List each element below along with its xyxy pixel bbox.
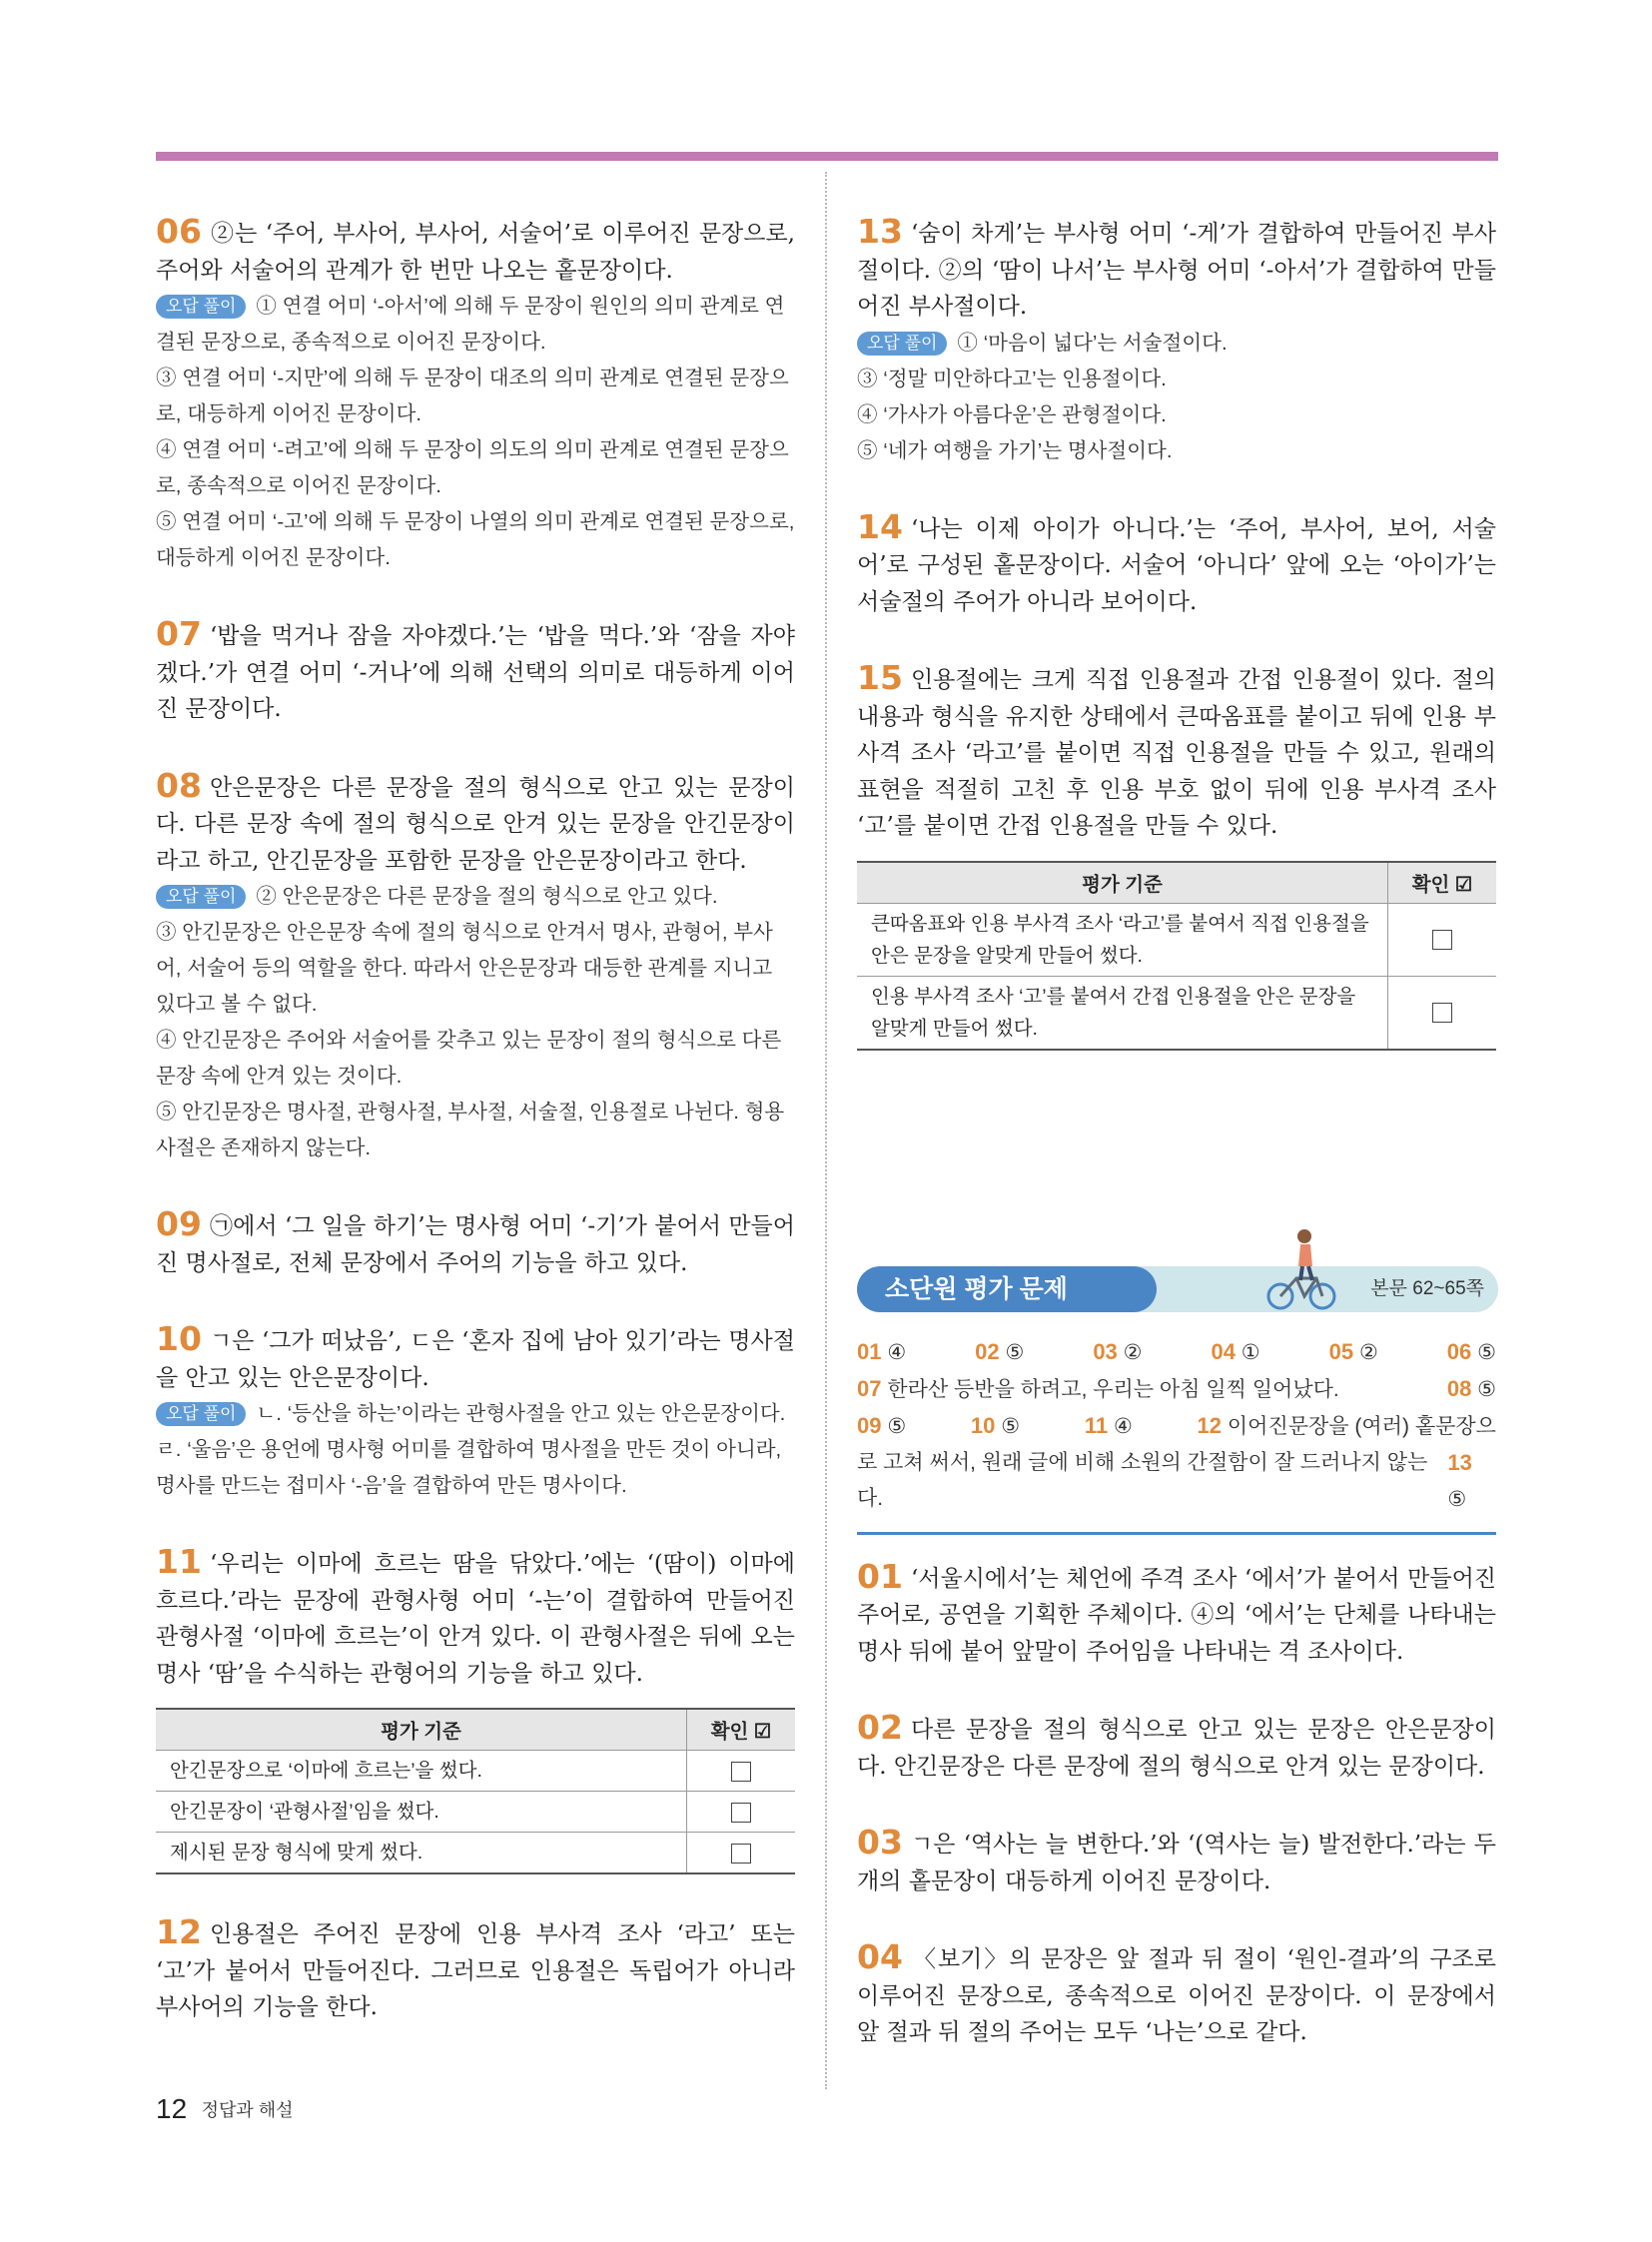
table-row (857, 976, 1496, 1050)
column-divider (825, 172, 827, 2089)
question-number: 07 (156, 614, 202, 653)
answer-item: 10 ⑤ (970, 1412, 1021, 1438)
answer-07 (156, 616, 795, 728)
answer-item: 03 ② (1093, 1338, 1143, 1364)
question-number: 04 (857, 1937, 903, 1976)
explanation-text: 인용절에는 크게 직접 인용절과 간접 인용절이 있다. 절의 내용과 형식을 유지한 상태에서 큰따옴표를 붙이고 뒤에 인용 부사격 조사 ‘라고’를 붙이면 직접 인용절을 만들 수 있고, 원래의 표현을 적절히 고친 후 인용 부호 없이 뒤에 인용 부사격 조사 ‘고’를 붙이면 간접 인용절을 만들 수 있다. (857, 667, 1496, 839)
answer-key (857, 1334, 1496, 1518)
answer-09 (156, 1206, 795, 1281)
answer-key-divider (857, 1532, 1496, 1535)
table-row (857, 903, 1496, 976)
answer-item: 07 한라산 등반을 하려고, 우리는 아침 일찍 일어났다. (857, 1375, 1339, 1401)
explanation-text: ‘나는 이제 아이가 아니다.’는 ‘주어, 부사어, 보어, 서술어’로 구성된 홑문장이다. 서술어 ‘아니다’ 앞에 오는 ‘아이가’는 서술절의 주어가 아니라 보어이다. (857, 515, 1496, 615)
question-number: 01 (857, 1556, 903, 1596)
sub-line: ② 안은문장은 다른 문장을 절의 형식으로 안고 있다. (256, 885, 718, 908)
criteria-cell: 안긴문장이 ‘관형사절’임을 썼다. (156, 1792, 687, 1833)
criteria-cell: 제시된 문장 형식에 맞게 썼다. (156, 1833, 687, 1874)
answer-item: 08 ⑤ (1446, 1375, 1496, 1401)
sub-line: ④ ‘가사가 아름다운’은 관형절이다. (857, 402, 1167, 426)
answer-row (857, 1371, 1496, 1408)
criteria-header: 평가 기준 (156, 1709, 687, 1751)
explanation-text: ‘서울시에서’는 체언에 주격 조사 ‘에서’가 붙어서 만들어진 주어로, 공연을 기획한 주체이다. ④의 ‘에서’는 단체를 나타내는 명사 뒤에 붙어 앞말이 주어임을 나타내는 격 조사이다. (857, 1565, 1496, 1665)
explanation-text: ㄱ은 ‘역사는 늘 변한다.’와 ‘(역사는 늘) 발전한다.’라는 두 개의 홑문장이 대등하게 이어진 문장이다. (857, 1832, 1496, 1894)
sub-line: ④ 안긴문장은 주어와 서술어를 갖추고 있는 문장이 절의 형식으로 다른 문장 속에 안겨 있는 것이다. (156, 1029, 782, 1088)
answer-08 (156, 765, 795, 1167)
check-header: 확인 ☑ (1388, 862, 1497, 904)
answer-12 (156, 1914, 795, 2026)
question-number: 12 (156, 1912, 202, 1951)
answer-11 (156, 1544, 795, 1874)
unit-answer-01 (857, 1556, 1496, 1671)
explanation-text: ㄱ은 ‘그가 떠났음’, ㄷ은 ‘혼자 집에 남아 있기’라는 명사절을 안고 있는 안은문장이다. (156, 1328, 795, 1391)
page-range: 본문 62~65쪽 (1370, 1277, 1484, 1299)
criteria-cell: 큰따옴표와 인용 부사격 조사 ‘라고’를 붙여서 직접 인용절을 안은 문장을 알맞게 만들어 썼다. (857, 903, 1388, 976)
answer-item: 05 ② (1328, 1338, 1378, 1364)
wrong-answer-badge: 오답 풀이 (156, 1402, 246, 1426)
checkbox[interactable] (1432, 1003, 1452, 1023)
question-number: 11 (156, 1542, 202, 1581)
sub-line: ㄴ. ‘등산을 하는’이라는 관형사절을 안고 있는 안은문장이다. ㄹ. ‘울음’은 용언에 명사형 어미를 결합하여 명사절을 만든 것이 아니라, 명사를 만드는 접미사 ‘-음’을 결합하여 만든 명사이다. (156, 1402, 786, 1497)
explanation-text: 〈보기〉의 문장은 앞 절과 뒤 절이 ‘원인-결과’의 구조로 이루어진 문장으로, 종속적으로 이어진 문장이다. 이 문장에서 앞 절과 뒤 절의 주어는 모두 ‘나는’으로 같다. (857, 1946, 1496, 2045)
unit-test-banner (857, 1260, 1496, 1316)
sub-line: ③ 연결 어미 ‘-지만’에 의해 두 문장이 대조의 의미 관계로 연결된 문장으로, 대등하게 이어진 문장이다. (156, 367, 789, 425)
explanation-text: ‘숨이 차게’는 부사형 어미 ‘-게’가 결합하여 만들어진 부사절이다. ②의 ‘땀이 나서’는 부사형 어미 ‘-아서’가 결합하여 만들어진 부사절이다. (857, 221, 1496, 320)
sub-line: ⑤ 연결 어미 ‘-고’에 의해 두 문장이 나열의 의미 관계로 연결된 문장으로, 대등하게 이어진 문장이다. (156, 510, 795, 569)
criteria-cell: 인용 부사격 조사 ‘고’를 붙여서 간접 인용절을 안은 문장을 알맞게 만들어 썼다. (857, 976, 1388, 1050)
left-column (156, 214, 795, 2066)
evaluation-table (156, 1708, 795, 1874)
question-number: 09 (156, 1204, 202, 1243)
answer-10 (156, 1321, 795, 1504)
answer-06 (156, 214, 795, 576)
sub-line: ③ ‘정말 미안하다고’는 인용절이다. (857, 367, 1167, 390)
question-number: 13 (857, 212, 903, 251)
answer-item: 11 ④ (1084, 1412, 1133, 1438)
explanation-text: ②는 ‘주어, 부사어, 부사어, 서술어’로 이루어진 문장으로, 주어와 서술어의 관계가 한 번만 나오는 홑문장이다. (156, 221, 795, 284)
right-column (857, 214, 1496, 2091)
sub-line: ④ 연결 어미 ‘-려고’에 의해 두 문장이 의도의 의미 관계로 연결된 문장으로, 종속적으로 이어진 문장이다. (156, 438, 789, 497)
table-row (156, 1833, 795, 1874)
explanation-text: ㉠에서 ‘그 일을 하기’는 명사형 어미 ‘-기’가 붙어서 만들어진 명사절로, 전체 문장에서 주어의 기능을 하고 있다. (156, 1213, 795, 1276)
unit-answer-04 (857, 1939, 1496, 2051)
answer-row (857, 1408, 1496, 1445)
table-row (156, 1792, 795, 1833)
answer-item: 12 이어진문장을 (여러) 홑문장으 (1197, 1412, 1496, 1438)
checkbox[interactable] (1432, 930, 1452, 950)
explanation-text: ‘우리는 이마에 흐르는 땀을 닦았다.’에는 ‘(땀이) 이마에 흐르다.’라는 문장에 관형사형 어미 ‘-는’이 결합하여 만들어진 관형사절 ‘이마에 흐르는’이 안겨 있다. 이 관형사절은 뒤에 오는 명사 ‘땀’을 수식하는 관형어의 기능을 하고 있다. (156, 1551, 795, 1687)
answer-row (857, 1445, 1496, 1518)
answer-item: 로 고쳐 써서, 원래 글에 비해 소원의 간절함이 잘 드러나지 않는다. (857, 1450, 1428, 1510)
explanation-text: 안은문장은 다른 문장을 절의 형식으로 안고 있는 문장이다. 다른 문장 속에 절의 형식으로 안겨 있는 문장을 안긴문장이라고 하고, 안긴문장을 포함한 문장을 안은문장이라고 한다. (156, 774, 795, 874)
sub-line: ① ‘마음이 넓다’는 서술절이다. (957, 331, 1228, 355)
checkbox[interactable] (731, 1762, 751, 1782)
answer-item: 06 ⑤ (1446, 1338, 1496, 1364)
page-number: 12 (156, 2093, 188, 2124)
checkbox[interactable] (731, 1844, 751, 1864)
check-header: 확인 ☑ (687, 1709, 796, 1751)
sub-line: ⑤ ‘네가 여행을 가기’는 명사절이다. (857, 438, 1173, 462)
question-number: 06 (156, 212, 202, 251)
evaluation-table (857, 861, 1496, 1051)
sub-line: ③ 안긴문장은 안은문장 속에 절의 형식으로 안겨서 명사, 관형어, 부사어, 서술어 등의 역할을 한다. 따라서 안은문장과 대등한 관계를 지니고 있다고 볼 수 없다. (156, 921, 773, 1016)
criteria-cell: 안긴문장으로 ‘이마에 흐르는’을 썼다. (156, 1751, 687, 1792)
answer-item: 02 ⑤ (975, 1338, 1025, 1364)
explanation-text: 인용절은 주어진 문장에 인용 부사격 조사 ‘라고’ 또는 ‘고’가 붙어서 만들어진다. 그러므로 인용절은 독립어가 아니라 부사어의 기능을 한다. (156, 1921, 795, 2020)
sub-line: ⑤ 안긴문장은 명사절, 관형사절, 부사절, 서술절, 인용절로 나뉜다. 형용사절은 존재하지 않는다. (156, 1101, 785, 1159)
checkbox[interactable] (731, 1803, 751, 1823)
page-footer (156, 2093, 294, 2125)
question-number: 10 (156, 1319, 202, 1358)
wrong-answer-badge: 오답 풀이 (156, 295, 246, 319)
top-accent-bar (156, 152, 1498, 161)
unit-answer-03 (857, 1825, 1496, 1899)
answer-13 (857, 214, 1496, 469)
answer-item: 13 ⑤ (1447, 1449, 1472, 1511)
table-row (156, 1751, 795, 1792)
unit-test-title: 소단원 평가 문제 (857, 1266, 1157, 1312)
question-number: 15 (857, 658, 903, 697)
answer-14 (857, 506, 1496, 621)
sub-line: ① 연결 어미 ‘-아서’에 의해 두 문장이 원인의 의미 관계로 연결된 문장으로, 종속적으로 이어진 문장이다. (156, 295, 785, 354)
explanation-text: ‘밥을 먹거나 잠을 자야겠다.’는 ‘밥을 먹다.’와 ‘잠을 자야겠다.’가 연결 어미 ‘-거나’에 의해 선택의 의미로 대등하게 이어진 문장이다. (156, 623, 795, 722)
answer-item: 04 ① (1211, 1338, 1260, 1364)
question-number: 02 (857, 1708, 903, 1747)
unit-answer-02 (857, 1710, 1496, 1785)
answer-item: 01 ④ (857, 1338, 907, 1364)
question-number: 03 (857, 1823, 903, 1862)
footer-label: 정답과 해설 (201, 2100, 294, 2120)
criteria-header: 평가 기준 (857, 862, 1388, 904)
answer-row (857, 1334, 1496, 1371)
question-number: 14 (857, 506, 903, 546)
wrong-answer-badge: 오답 풀이 (857, 332, 947, 356)
answer-15 (857, 660, 1496, 1051)
answer-item: 09 ⑤ (857, 1412, 907, 1438)
bicycle-rider-icon (1266, 1222, 1336, 1312)
question-number: 08 (156, 765, 202, 805)
wrong-answer-badge: 오답 풀이 (156, 885, 246, 909)
explanation-text: 다른 문장을 절의 형식으로 안고 있는 문장은 안은문장이다. 안긴문장은 다른 문장에 절의 형식으로 안겨 있는 문장이다. (857, 1717, 1496, 1780)
